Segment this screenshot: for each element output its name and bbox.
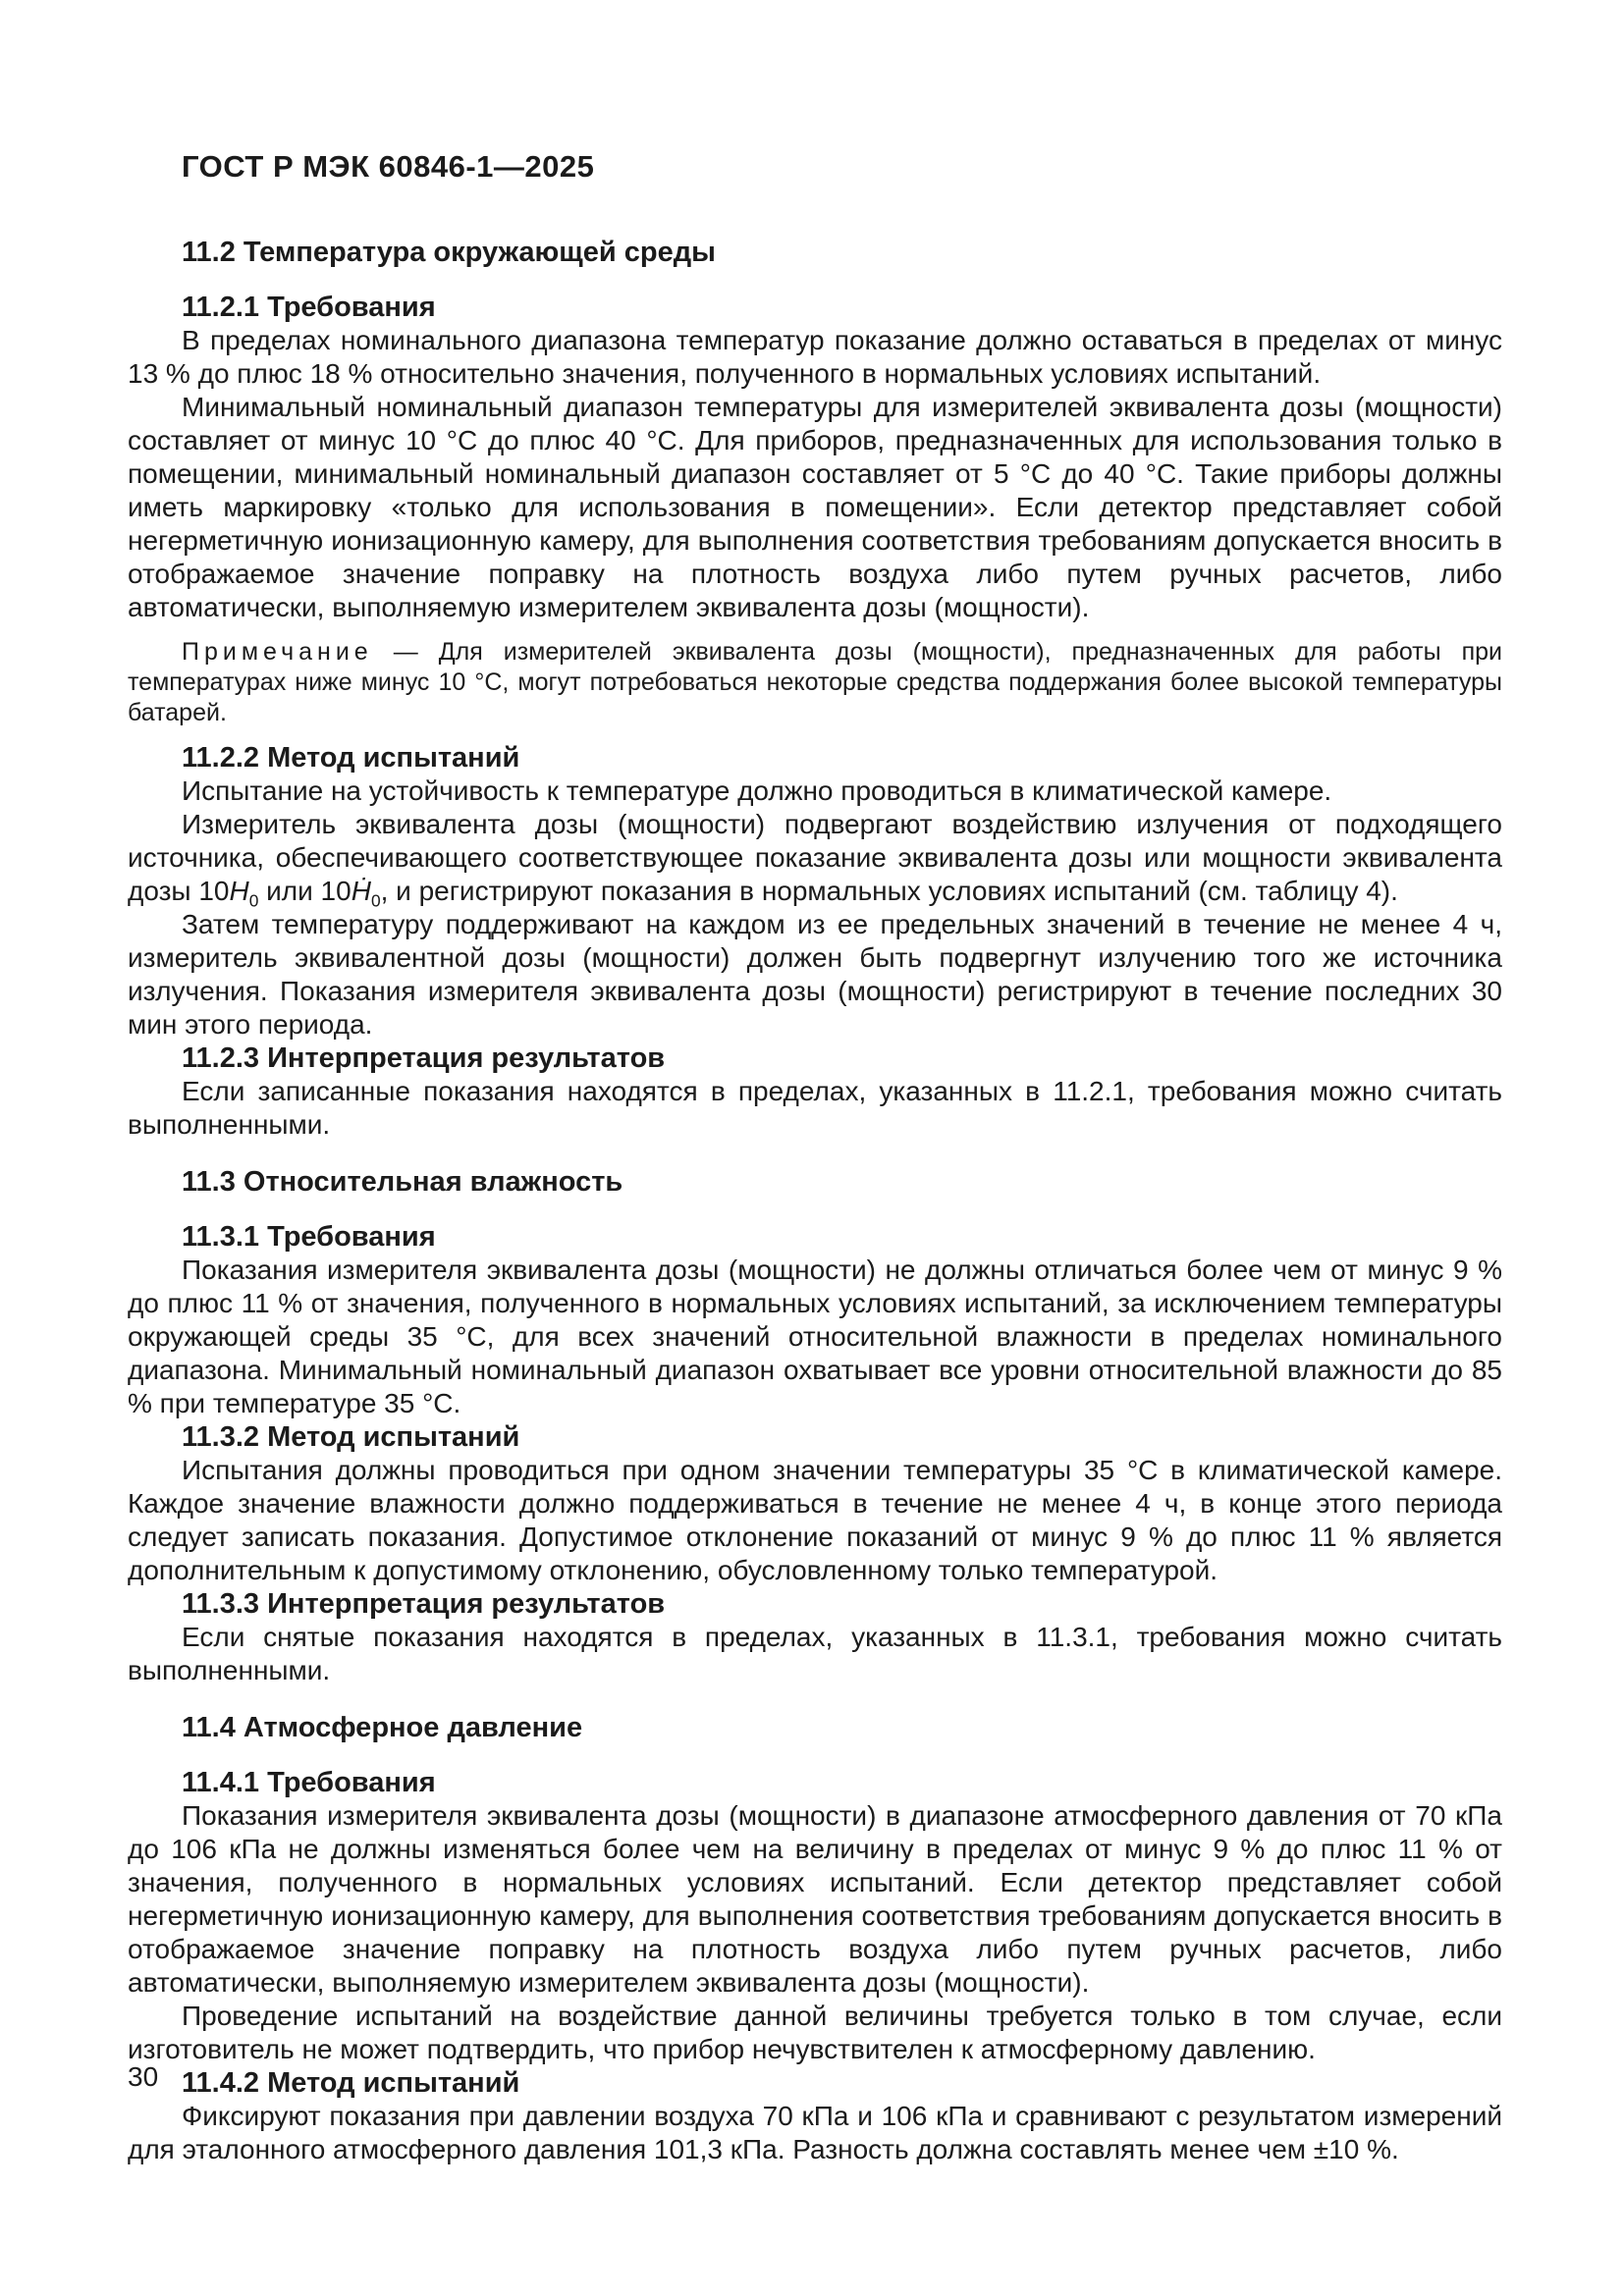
- note-block: [128, 637, 1502, 728]
- paragraph: Затем температуру поддерживают на каждом из ее предельных значений в течение не менее 4 ч, измеритель эквивалентной дозы (мощности) должен быть подвергнут излучению того же источника излучения. Показания измерителя эквивалента дозы (мощности) регистрируют в течение последних 30 мин этого периода.: [128, 909, 1502, 1040]
- paragraph: Минимальный номинальный диапазон температуры для измерителей эквивалента дозы (мощности) составляет от минус 10 °С до плюс 40 °С. Для приборов, предназначенных для использования только в помещении, минимальный номинальный диапазон составляет от 5 °С до 40 °С. Такие приборы должны иметь маркировку «только для использования в помещении». Если детектор представляет собой негерметичную ионизационную камеру, для выполнения соответствия требованиям допускается вносить в отображаемое значение поправку на плотность воздуха либо путем ручных расчетов, либо автоматически, выполняемую измерителем эквивалента дозы (мощности).: [128, 392, 1502, 622]
- paragraph-fragment: , и регистрируют показания в нормальных условиях испытаний (см. таблицу 4).: [380, 876, 1398, 906]
- clause-title-11-2-1: 11.2.1 Требования: [182, 292, 436, 323]
- paragraph: Испытания должны проводиться при одном значении температуры 35 °С в климатической камере. Каждое значение влажности должно поддерживаться в течение не менее 4 ч, в конце этого периода следует записать показания. Допустимое отклонение показаний от минус 9 % до плюс 11 % является дополнительным к допустимому отклонению, обусловленному только температурой.: [128, 1455, 1502, 1585]
- note-label: Примечание: [182, 638, 373, 666]
- subscript-zero: 0: [370, 890, 381, 911]
- paragraph: Если записанные показания находятся в пределах, указанных в 11.2.1, требования можно считать выполненными.: [128, 1076, 1502, 1140]
- section-title-11-4: 11.4 Атмосферное давление: [182, 1712, 583, 1743]
- paragraph: Показания измерителя эквивалента дозы (мощности) не должны отличаться более чем от минус 9 % до плюс 11 % от значения, полученного в нормальных условиях испытаний, за исключением температуры окружающей среды 35 °С, для всех значений относительной влажности в пределах номинального диапазона. Минимальный номинальный диапазон охватывает все уровни относительной влажности до 85 % при температуре 35 °С.: [128, 1255, 1502, 1418]
- doc-code-header: ГОСТ Р МЭК 60846-1—2025: [182, 149, 595, 184]
- note-text: — Для измерителей эквивалента дозы (мощности), предназначенных для работы при температурах ниже минус 10 °С, могут потребоваться некоторые средства поддержания более высокой температуры батарей.: [128, 638, 1502, 726]
- paragraph: Показания измерителя эквивалента дозы (мощности) в диапазоне атмосферного давления от 70 кПа до 106 кПа не должны изменяться более чем на величину в пределах от минус 9 % до плюс 11 % от значения, полученного в нормальных условиях испытаний. Если детектор представляет собой негерметичную ионизационную камеру, для выполнения соответствия требованиям допускается вносить в отображаемое значение поправку на плотность воздуха либо путем ручных расчетов, либо автоматически, выполняемую измерителем эквивалента дозы (мощности).: [128, 1800, 1502, 1998]
- clause-title-11-3-2: 11.3.2 Метод испытаний: [182, 1421, 520, 1453]
- dose-equivalent-symbol: H: [229, 876, 249, 906]
- clause-title-11-2-3: 11.2.3 Интерпретация результатов: [182, 1042, 666, 1074]
- subscript-zero: 0: [248, 890, 259, 911]
- paragraph: В пределах номинального диапазона температур показание должно оставаться в пределах от минус 13 % до плюс 18 % относительно значения, полученного в нормальных условиях испытаний.: [128, 325, 1502, 389]
- paragraph-fragment: или 10: [258, 876, 352, 906]
- clause-title-11-2-2: 11.2.2 Метод испытаний: [182, 742, 520, 774]
- section-title-11-3: 11.3 Относительная влажность: [182, 1166, 623, 1198]
- page-number: 30: [128, 2061, 159, 2092]
- clause-title-11-3-1: 11.3.1 Требования: [182, 1221, 436, 1253]
- paragraph-with-formula: [128, 808, 1502, 911]
- section-title-11-2: 11.2 Температура окружающей среды: [182, 237, 716, 268]
- paragraph: Проведение испытаний на воздействие данной величины требуется только в том случае, если изготовитель не может подтвердить, что прибор нечувствителен к атмосферному давлению.: [128, 2001, 1502, 2064]
- clause-title-11-4-2: 11.4.2 Метод испытаний: [182, 2067, 520, 2099]
- paragraph: Фиксируют показания при давлении воздуха 70 кПа и 106 кПа и сравнивают с результатом измерений для эталонного атмосферного давления 101,3 кПа. Разность должна составлять менее чем ±10 %.: [128, 2101, 1502, 2164]
- page-content: [128, 149, 1502, 2166]
- clause-title-11-4-1: 11.4.1 Требования: [182, 1767, 436, 1798]
- paragraph: Испытание на устойчивость к температуре должно проводиться в климатической камере.: [182, 775, 1332, 806]
- paragraph-fragment: Измеритель эквивалента дозы (мощности) подвергают воздействию излучения от подходящего источника, обеспечивающего соответствующее показание эквивалента дозы или мощности эквивалента дозы 10: [128, 809, 1502, 906]
- dose-equivalent-rate-symbol: Ḣ: [351, 876, 371, 906]
- paragraph: Если снятые показания находятся в пределах, указанных в 11.3.1, требования можно считать выполненными.: [128, 1622, 1502, 1685]
- clause-title-11-3-3: 11.3.3 Интерпретация результатов: [182, 1588, 666, 1620]
